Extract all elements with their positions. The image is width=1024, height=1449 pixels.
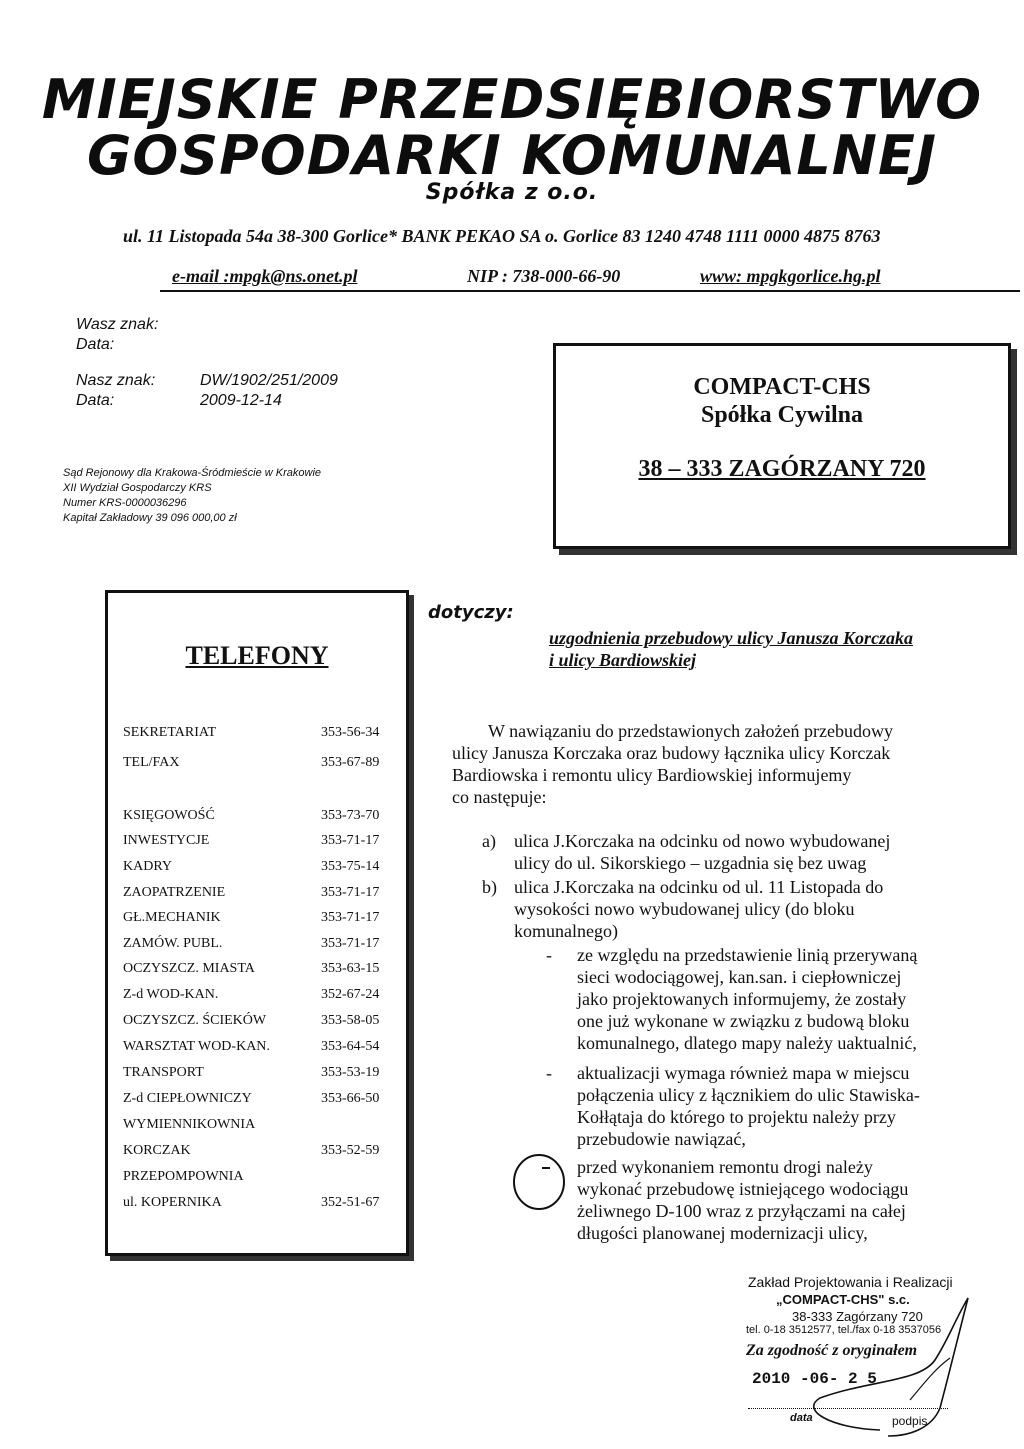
court-line: Sąd Rejonowy dla Krakowa-Śródmieście w Krakowie [63, 467, 322, 479]
stamp-line1: Zakład Projektowania i Realizacji [748, 1274, 953, 1290]
body-line: ze względu na przedstawienie linią przerywaną [577, 945, 918, 965]
hand-circle-marker [508, 1150, 568, 1214]
bullet-dash: - [546, 945, 552, 965]
handwritten-signature [760, 1290, 990, 1440]
our-ref-value: DW/1902/251/2009 [200, 372, 338, 389]
phones-box [105, 590, 409, 1256]
bullet-1 [577, 944, 917, 1054]
phone-number: 352-51-67 [321, 1195, 380, 1210]
phone-department: INWESTYCJE [123, 833, 210, 848]
company-email: e-mail :mpgk@ns.onet.pl [172, 266, 358, 286]
company-name-line2: GOSPODARKI KOMUNALNEJ [87, 124, 937, 187]
body-line: ulicy do ul. Sikorskiego – uzgadnia się bez uwag [514, 853, 867, 873]
item-a [514, 830, 890, 874]
phone-number: 353-53-19 [321, 1065, 380, 1080]
body-line: przed wykonaniem remontu drogi należy [577, 1157, 873, 1177]
body-line: długości planowanej modernizacji ulicy, [577, 1223, 868, 1243]
phone-number: 353-75-14 [321, 859, 380, 874]
phone-number: 353-71-17 [321, 910, 380, 925]
phone-department: ZAMÓW. PUBL. [123, 936, 223, 951]
body-line: jako projektowanych informujemy, że zostały [577, 989, 907, 1009]
subject-line1: uzgodnienia przebudowy ulicy Janusza Korczaka [549, 628, 914, 648]
subject-label: dotyczy: [428, 602, 514, 623]
phone-department: ul. KOPERNIKA [123, 1195, 222, 1210]
bullet-3 [577, 1156, 908, 1244]
body-line: wykonać przebudowę istniejącego wodociągu [577, 1179, 909, 1199]
company-address: ul. 11 Listopada 54a 38-300 Gorlice* BANK PEKAO SA o. Gorlice 83 1240 4748 1111 0000 4875 8763 [123, 226, 881, 246]
phone-number: 353-63-15 [321, 961, 380, 976]
body-line: co następuje: [452, 787, 547, 807]
bullet-2 [577, 1062, 920, 1150]
phone-number: 353-56-34 [321, 725, 380, 740]
bullet-dash: - [546, 1063, 552, 1083]
body-line: sieci wodociągowej, kan.san. i ciepłowniczej [577, 967, 902, 987]
body-line: wysokości nowo wybudowanej ulicy (do bloku [514, 899, 855, 919]
phone-department: SEKRETARIAT [123, 725, 216, 740]
phone-department: OCZYSZCZ. MIASTA [123, 961, 255, 976]
company-legal-form: Spółka z o.o. [425, 180, 599, 205]
recipient-name: COMPACT-CHS [693, 374, 871, 400]
recipient-form: Spółka Cywilna [700, 402, 864, 428]
item-b [514, 876, 883, 942]
phone-number: 353-71-17 [321, 885, 380, 900]
court-line: Kapitał Zakładowy 39 096 000,00 zł [63, 512, 237, 524]
intro-paragraph [452, 720, 893, 808]
body-line: połączenia ulicy z łącznikiem do ulic Stawiska- [577, 1085, 920, 1105]
company-nip: NIP : 738-000-66-90 [467, 266, 621, 286]
phone-number: 353-71-17 [321, 833, 380, 848]
phone-number: 353-52-59 [321, 1143, 380, 1158]
body-line: one już wykonane w związku z budową bloku [577, 1011, 910, 1031]
body-line: ulicy Janusza Korczaka oraz budowy łącznika ulicy Korczak [452, 743, 891, 763]
phone-department: OCZYSZCZ. ŚCIEKÓW [123, 1013, 267, 1028]
company-name-line1: MIEJSKIE PRZEDSIĘBIORSTWO [41, 68, 983, 131]
your-ref-label: Wasz znak: [76, 316, 159, 333]
item-b-marker: b) [482, 877, 497, 897]
phone-number: 353-71-17 [321, 936, 380, 951]
body-line: Bardiowska i remontu ulicy Bardiowskiej informujemy [452, 765, 852, 785]
company-www: www: mpgkgorlice.hg.pl [700, 266, 881, 286]
conformity-stamp: Za zgodność z oryginałem [746, 1342, 918, 1359]
phone-department: GŁ.MECHANIK [123, 910, 221, 925]
body-line: W nawiązaniu do przedstawionych założeń przebudowy [488, 721, 894, 741]
body-line: Kołłątaja do którego to projektu należy przy [577, 1107, 896, 1127]
phone-number: 353-67-89 [321, 755, 380, 770]
body-line: aktualizacji wymaga również mapa w miejscu [577, 1063, 910, 1083]
stamp-line4: tel. 0-18 3512577, tel./fax 0-18 3537056 [746, 1324, 942, 1336]
phone-department: KADRY [123, 859, 173, 874]
phone-department: KORCZAK [123, 1143, 191, 1158]
phones-title: TELEFONY [185, 641, 329, 670]
stamp-signature-label: podpis [892, 1414, 928, 1428]
court-registration [63, 466, 321, 526]
body-line: ulica J.Korczaka na odcinku od ul. 11 Listopada do [514, 877, 884, 897]
phone-number: 352-67-24 [321, 987, 380, 1002]
phone-department: PRZEPOMPOWNIA [123, 1169, 244, 1184]
phone-department: WARSZTAT WOD-KAN. [123, 1039, 270, 1054]
phone-department: WYMIENNIKOWNIA [123, 1117, 256, 1132]
phone-department: KSIĘGOWOŚĆ [123, 808, 215, 823]
stamp-line3: 38-333 Zagórzany 720 [792, 1309, 923, 1324]
body-line: przebudowie nawiązać, [577, 1129, 746, 1149]
phone-number: 353-73-70 [321, 808, 380, 823]
phone-number: 353-58-05 [321, 1013, 380, 1028]
item-a-marker: a) [482, 831, 496, 851]
our-ref-label: Nasz znak: [76, 372, 156, 389]
stamp-date: 2010 -06- 2 5 [752, 1370, 877, 1388]
body-line: komunalnego, dlatego mapy należy uaktualnić, [577, 1033, 917, 1053]
phone-department: Z-d CIEPŁOWNICZY [123, 1091, 252, 1106]
subject-line2: i ulicy Bardiowskiej [549, 650, 697, 670]
our-date-label: Data: [76, 392, 115, 409]
header-rule [160, 290, 1020, 292]
your-date-label: Data: [76, 336, 115, 353]
court-line: Numer KRS-0000036296 [63, 497, 187, 509]
recipient-box [553, 343, 1011, 549]
phone-department: ZAOPATRZENIE [123, 885, 226, 900]
body-line: żeliwnego D-100 wraz z przyłączami na całej [577, 1201, 906, 1221]
phone-number: 353-64-54 [321, 1039, 380, 1054]
phone-department: Z-d WOD-KAN. [123, 987, 219, 1002]
phone-department: TRANSPORT [123, 1065, 204, 1080]
stamp-line2: „COMPACT-CHS" s.c. [776, 1292, 910, 1307]
recipient-address: 38 – 333 ZAGÓRZANY 720 [638, 456, 926, 482]
body-line: ulica J.Korczaka na odcinku od nowo wybudowanej [514, 831, 891, 851]
phone-number: 353-66-50 [321, 1091, 380, 1106]
stamp-data-label: data [790, 1412, 813, 1424]
our-date-value: 2009-12-14 [200, 392, 282, 409]
phone-department: TEL/FAX [123, 755, 180, 770]
court-line: XII Wydział Gospodarczy KRS [63, 482, 212, 494]
body-line: komunalnego) [514, 921, 618, 941]
